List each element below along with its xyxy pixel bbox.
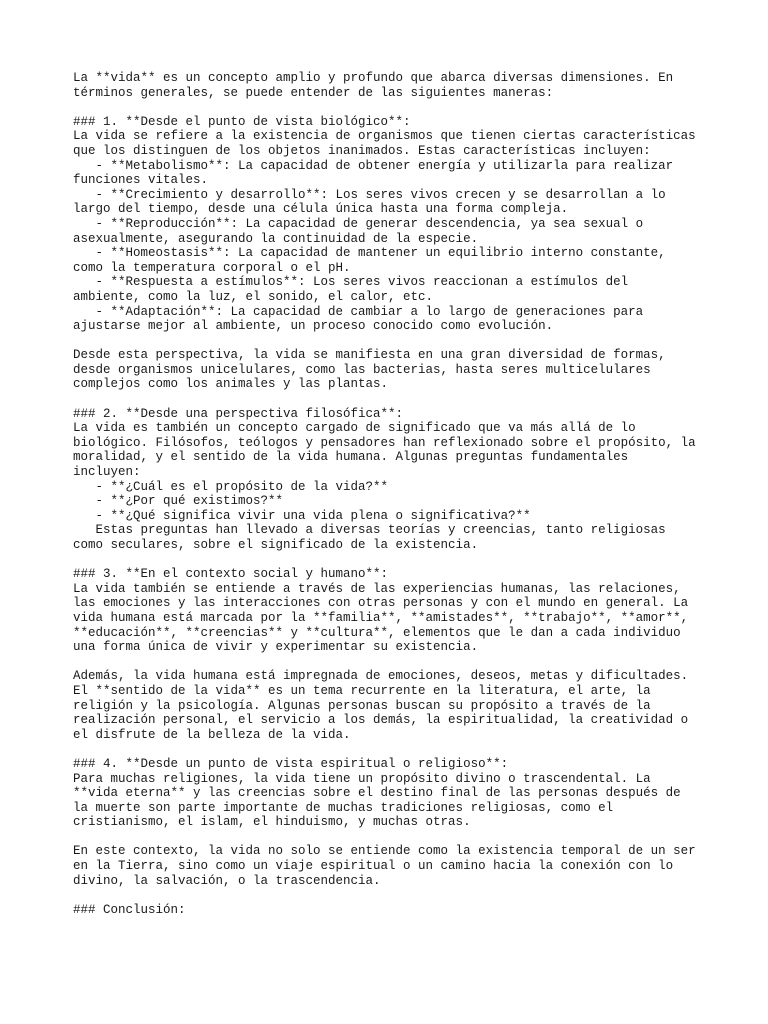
paragraph-line: biológico. Filósofos, teólogos y pensadores han reflexionado sobre el propósito, la: [73, 435, 696, 450]
paragraph-line: como seculares, sobre el significado de la existencia.: [73, 538, 479, 552]
list-item-line: - **Adaptación**: La capacidad de cambiar a lo largo de generaciones para: [73, 304, 644, 319]
paragraph-line: realización personal, el servicio a los demás, la espiritualidad, la creatividad o: [73, 713, 689, 728]
paragraph-line: asexualmente, asegurando la continuidad de la especie.: [73, 231, 479, 246]
paragraph-line: términos generales, se puede entender de las siguientes maneras:: [73, 85, 554, 100]
paragraph-line: incluyen:: [73, 465, 141, 480]
blank-line: [73, 655, 763, 670]
list-item-line: - **Crecimiento y desarrollo**: Los seres vivos crecen y se desarrollan a lo: [73, 187, 666, 202]
paragraph-line: vida humana está marcada por la **familia**, **amistades**, **trabajo**, **amor**,: [73, 610, 689, 625]
list-item-line: - **Respuesta a estímulos**: Los seres vivos reaccionan a estímulos del: [73, 275, 629, 290]
paragraph-line: El **sentido de la vida** es un tema recurrente en la literatura, el arte, la: [73, 683, 651, 698]
paragraph-line: En este contexto, la vida no solo se entiende como la existencia temporal de un ser: [73, 844, 696, 859]
list-item-line: - **¿Qué significa vivir una vida plena o significativa?**: [73, 508, 531, 523]
list-item-line: - **¿Cuál es el propósito de la vida?**: [73, 479, 389, 494]
blank-line: [73, 830, 763, 845]
list-item-line: - **Reproducción**: La capacidad de generar descendencia, ya sea sexual o: [73, 216, 644, 231]
document-page: [73, 71, 763, 917]
paragraph-line: desde organismos unicelulares, como las bacterias, hasta seres multicelulares: [73, 362, 651, 377]
section-heading: ### Conclusión:: [73, 902, 186, 917]
paragraph-line: divino, la salvación, o la trascendencia.: [73, 873, 381, 888]
blank-line: [73, 334, 763, 349]
paragraph-line: que los distinguen de los objetos inanimados. Estas características incluyen:: [73, 143, 651, 158]
paragraph-line: moralidad, y el sentido de la vida humana. Algunas preguntas fundamentales: [73, 450, 629, 465]
blank-line: [73, 100, 763, 115]
list-item-line: - **¿Por qué existimos?**: [73, 494, 284, 509]
list-item-line: - **Homeostasis**: La capacidad de mantener un equilibrio interno constante,: [73, 246, 666, 261]
blank-line: [73, 392, 763, 407]
paragraph-line: la muerte son parte importante de muchas tradiciones religiosas, como el: [73, 800, 614, 815]
paragraph-line: **vida eterna** y las creencias sobre el destino final de las personas después de: [73, 786, 681, 801]
blank-line: [73, 888, 763, 903]
paragraph-line: funciones vitales.: [73, 173, 209, 188]
paragraph-line: ajustarse mejor al ambiente, un proceso conocido como evolución.: [73, 319, 554, 334]
paragraph-line: religión y la psicología. Algunas personas buscan su propósito a través de la: [73, 698, 651, 713]
blank-line: [73, 553, 763, 568]
list-item-line: - **Metabolismo**: La capacidad de obtener energía y utilizarla para realizar: [73, 158, 674, 173]
paragraph-line: Para muchas religiones, la vida tiene un propósito divino o trascendental. La: [73, 771, 651, 786]
paragraph-line: **educación**, **creencias** y **cultura**, elementos que le dan a cada individuo: [73, 625, 681, 640]
paragraph-line: como la temperatura corporal o el pH.: [73, 260, 351, 275]
paragraph-line: La vida también se entiende a través de las experiencias humanas, las relaciones,: [73, 581, 681, 596]
paragraph-line: cristianismo, el islam, el hinduismo, y muchas otras.: [73, 815, 471, 830]
paragraph-line: complejos como los animales y las plantas.: [73, 377, 389, 392]
paragraph-line: una forma única de vivir y experimentar su existencia.: [73, 640, 479, 655]
paragraph-line: La vida se refiere a la existencia de organismos que tienen ciertas características: [73, 129, 696, 144]
paragraph-line: La **vida** es un concepto amplio y profundo que abarca diversas dimensiones. En: [73, 71, 674, 85]
section-heading: ### 3. **En el contexto social y humano**:: [73, 567, 389, 582]
paragraph-line: Además, la vida humana está impregnada de emociones, deseos, metas y dificultades.: [73, 669, 689, 684]
paragraph-line: largo del tiempo, desde una célula única hasta una forma compleja.: [73, 202, 569, 217]
paragraph-line: el disfrute de la belleza de la vida.: [73, 727, 351, 742]
section-heading: ### 1. **Desde el punto de vista biológico**:: [73, 114, 411, 129]
paragraph-line: ambiente, como la luz, el sonido, el calor, etc.: [73, 289, 434, 304]
paragraph-line: La vida es también un concepto cargado de significado que va más allá de lo: [73, 421, 636, 436]
section-heading: ### 2. **Desde una perspectiva filosófica**:: [73, 406, 404, 421]
blank-line: [73, 742, 763, 757]
paragraph-line: Desde esta perspectiva, la vida se manifiesta en una gran diversidad de formas,: [73, 348, 666, 363]
paragraph-line: las emociones y las interacciones con otras personas y con el mundo en general. La: [73, 596, 689, 611]
paragraph-line: Estas preguntas han llevado a diversas teorías y creencias, tanto religiosas: [73, 523, 666, 538]
paragraph-line: en la Tierra, sino como un viaje espiritual o un camino hacia la conexión con lo: [73, 859, 674, 874]
section-heading: ### 4. **Desde un punto de vista espiritual o religioso**:: [73, 756, 509, 771]
